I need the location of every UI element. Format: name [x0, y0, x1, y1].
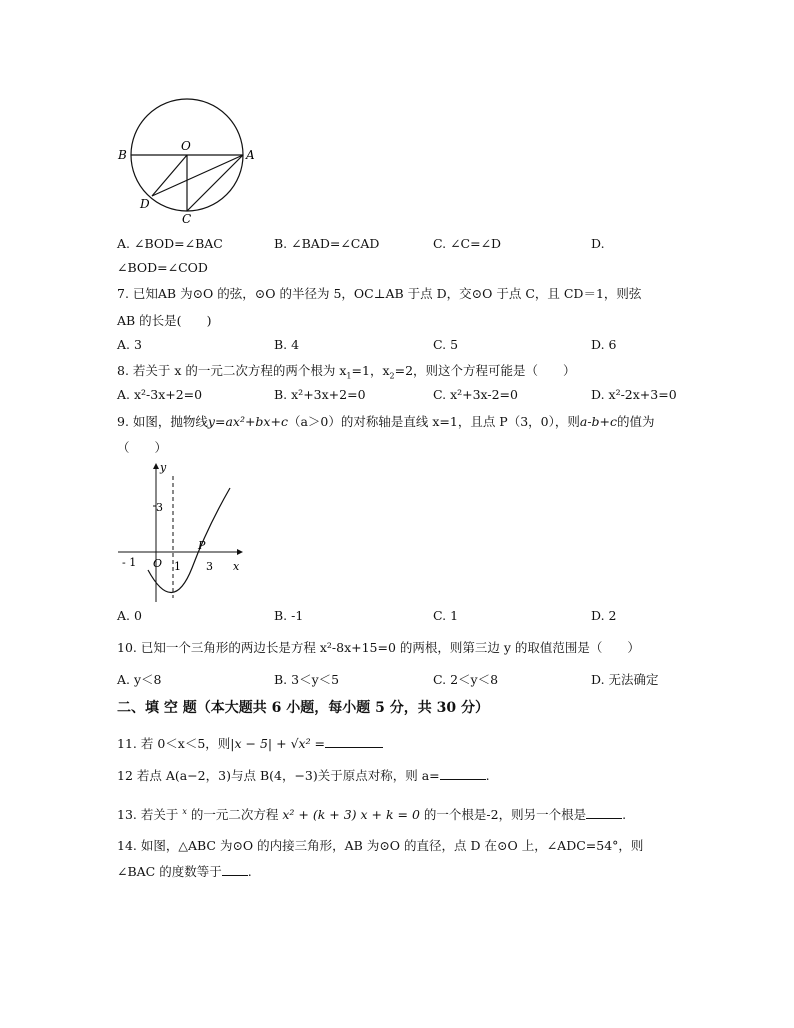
q13-x: x [182, 806, 187, 816]
label-o: O [181, 139, 191, 153]
label-a: A [246, 148, 255, 162]
q7-option-b: B. 4 [274, 337, 300, 352]
q13-line [117, 805, 626, 823]
label-y: y [160, 461, 167, 474]
q13-eq: x² + (k + 3) x + k = 0 [282, 807, 420, 822]
q9-option-a: A. 0 [117, 608, 142, 623]
q6-option-d-label: D. [591, 236, 605, 251]
q13-blank[interactable] [586, 806, 622, 819]
q10-option-b: B. 3＜y＜5 [274, 672, 340, 687]
q8-x1-sub: 1 [346, 371, 352, 381]
label-c: C [182, 212, 192, 226]
q14-line2-text: ∠BAC 的度数等于 [117, 864, 222, 879]
q8-option-a: A. x²-3x+2=0 [117, 387, 203, 402]
q8-text-pre: 8. 若关于 x 的一元二次方程的两个根为 x [117, 363, 347, 378]
label-d: D [140, 197, 150, 211]
q9-expr: a-b+c [579, 414, 618, 429]
q11-line [117, 734, 383, 752]
q9-line2: （ ） [117, 440, 168, 455]
q13-pre: 13. 若关于 [117, 807, 179, 822]
circle-figure [112, 92, 272, 232]
q9-pre: 9. 如图，抛物线 [117, 414, 208, 429]
q7-line2: AB 的长是( ) [117, 313, 212, 328]
label-1: 1 [174, 560, 181, 573]
label-3x: 3 [206, 560, 213, 573]
parabola-figure [112, 458, 252, 608]
q6-option-b: B. ∠BAD=∠CAD [274, 236, 380, 251]
q10-option-d: D. 无法确定 [591, 672, 659, 687]
q10-option-a: A. y＜8 [117, 672, 162, 687]
q7-option-c: C. 5 [433, 337, 459, 352]
q14-line1: 14. 如图，△ABC 为⊙O 的内接三角形，AB 为⊙O 的直径，点 D 在⊙O 上，∠ADC=54°，则 [117, 838, 644, 853]
q13-end: . [622, 807, 627, 822]
q7-option-a: A. 3 [117, 337, 142, 352]
q9-option-b: B. -1 [274, 608, 304, 623]
q6-option-c: C. ∠C=∠D [433, 236, 502, 251]
q14-blank[interactable] [222, 863, 248, 876]
q8-option-d: D. x²-2x+3=0 [591, 387, 677, 402]
q14-line2 [117, 862, 252, 880]
section-2-heading: 二、填 空 题（本大题共 6 小题，每小题 5 分，共 30 分） [117, 700, 489, 716]
q6-option-d-text: ∠BOD=∠COD [117, 260, 208, 275]
q11-blank[interactable] [325, 735, 383, 748]
q13-post: 的一个根是-2，则另一个根是 [423, 807, 587, 822]
q6-option-a: A. ∠BOD=∠BAC [117, 236, 223, 251]
q12-blank[interactable] [440, 767, 486, 780]
q8-option-c: C. x²+3x-2=0 [433, 387, 518, 402]
q9-post: 的值为 [617, 414, 655, 429]
label-3y: 3 [156, 501, 163, 514]
label-o2: O [153, 557, 163, 570]
q9-eq: y=ax²+bx+c [207, 414, 288, 429]
q13-mid: 的一元二次方程 [190, 807, 279, 822]
q9-option-c: C. 1 [433, 608, 459, 623]
label-x: x [233, 560, 240, 573]
q12-line [117, 766, 490, 784]
q8-text-post: =2，则这个方程可能是（ ） [394, 363, 576, 378]
q7-option-d: D. 6 [591, 337, 617, 352]
q10-line1: 10. 已知一个三角形的两边长是方程 x²-8x+15=0 的两根，则第三边 y 的取值范围是（ ） [117, 640, 640, 655]
q7-line1: 7. 已知AB 为⊙O 的弦，⊙O 的半径为 5，OC⊥AB 于点 D，交⊙O 于点 C，且 CD＝1，则弦 [117, 286, 642, 301]
label-b: B [118, 148, 127, 162]
q8-x2-sub: 2 [389, 371, 395, 381]
q14-end: . [247, 864, 252, 879]
q9-option-d: D. 2 [591, 608, 617, 623]
q8-option-b: B. x²+3x+2=0 [274, 387, 366, 402]
segment-da [152, 155, 243, 196]
q9-mid: （a＞0）的对称轴是直线 x=1，且点 P（3，0），则 [287, 414, 580, 429]
label-p: P [198, 539, 206, 552]
q10-option-c: C. 2＜y＜8 [433, 672, 499, 687]
label-m1: - 1 [122, 556, 137, 569]
segment-ca [187, 155, 243, 211]
q8-text-mid: =1，x [351, 363, 390, 378]
q9-line1 [117, 412, 655, 430]
segment-od [152, 155, 187, 196]
q11-pre: 11. 若 0＜x＜5，则 [117, 736, 231, 751]
q11-expr: |x − 5| + √x² = [230, 736, 326, 751]
q12-post: . [485, 768, 490, 783]
q12-pre: 12 若点 A(a−2，3)与点 B(4，−3)关于原点对称，则 a= [117, 768, 440, 783]
q8-question [117, 361, 576, 381]
